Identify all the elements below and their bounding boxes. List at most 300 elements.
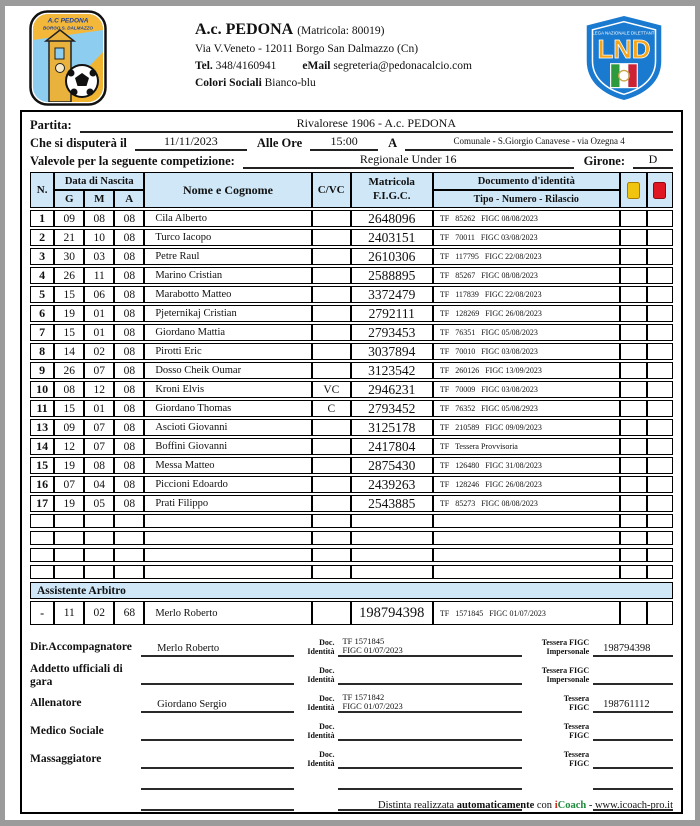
- player-red-cell: [647, 362, 673, 379]
- staff-name-line: [141, 809, 294, 811]
- doc-identity-label: Doc. Identità: [307, 694, 335, 712]
- col-header-red: [647, 172, 673, 208]
- player-document: TF 85262 FIGC 08/08/2023: [433, 210, 620, 227]
- staff-tessera-line: [593, 683, 673, 685]
- player-birth-month: 01: [84, 400, 114, 417]
- player-number: 13: [30, 419, 54, 436]
- player-red-cell: [647, 495, 673, 512]
- player-captain-flag: [312, 476, 351, 493]
- assistant-red-cell: [647, 601, 673, 625]
- player-matricola: 2417804: [351, 438, 433, 455]
- player-birth-month: 11: [84, 267, 114, 284]
- player-yellow-cell: [620, 438, 647, 455]
- player-row: [30, 457, 673, 474]
- player-document: TF 70010 FIGC 03/08/2023: [433, 343, 620, 360]
- col-header-g: G: [54, 190, 84, 208]
- player-birth-year: 08: [114, 229, 144, 246]
- player-birth-year: 08: [114, 210, 144, 227]
- girone-label: Girone:: [583, 154, 625, 168]
- player-number: 2: [30, 229, 54, 246]
- col-header-m: M: [84, 190, 114, 208]
- tessera-figc-label: Tessera FIGC: [563, 694, 590, 712]
- player-birth-day: 19: [54, 495, 84, 512]
- staff-name-value: Giordano Sergio: [157, 699, 227, 710]
- at-label: A: [388, 136, 398, 150]
- email-label: eMail: [302, 59, 331, 72]
- player-document: TF 117795 FIGC 22/08/2023: [433, 248, 620, 265]
- staff-row: [30, 630, 673, 657]
- player-row: [30, 210, 673, 227]
- player-captain-flag: [312, 229, 351, 246]
- player-birth-day: 26: [54, 267, 84, 284]
- player-name: Messa Matteo: [144, 457, 312, 474]
- player-birth-year: 08: [114, 400, 144, 417]
- tessera-figc-label: Tessera FIGC: [563, 722, 590, 740]
- club-matricola: (Matricola: 80019): [297, 25, 385, 37]
- player-matricola: 2793453: [351, 324, 433, 341]
- date-label: Che si disputerà il: [30, 136, 127, 150]
- staff-doc-value-line2: FIGC 01/07/2023: [342, 645, 403, 655]
- girone-value: D: [633, 152, 673, 169]
- doc-subheader-label: Tipo - Numero - Rilascio: [433, 190, 620, 208]
- staff-tessera-line: [593, 739, 673, 741]
- col-header-doc: [433, 172, 620, 208]
- player-captain-flag: [312, 343, 351, 360]
- staff-tessera-line: [593, 699, 673, 713]
- player-row: [30, 400, 673, 417]
- player-name: Marino Cristian: [144, 267, 312, 284]
- player-number: 7: [30, 324, 54, 341]
- player-document: TF 128246 FIGC 26/08/2023: [433, 476, 620, 493]
- doc-identity-label: Doc. Identità: [307, 638, 335, 656]
- assistant-birth-month: 02: [84, 601, 114, 625]
- player-birth-day: 15: [54, 286, 84, 303]
- player-row: [30, 305, 673, 322]
- player-birth-day: 08: [54, 381, 84, 398]
- staff-row: [30, 742, 673, 769]
- tessera-figc-label: Tessera FIGC Impersonale: [541, 666, 590, 684]
- staff-doc-value-line1: TF 1571842: [342, 692, 385, 702]
- staff-doc-line: [338, 693, 522, 713]
- doc-identity-label: Doc. Identità: [307, 722, 335, 740]
- player-captain-flag: [312, 495, 351, 512]
- player-row: [30, 419, 673, 436]
- player-name: Pjeternikaj Cristian: [144, 305, 312, 322]
- player-yellow-cell: [620, 229, 647, 246]
- player-captain-flag: C: [312, 400, 351, 417]
- player-name: Kroni Elvis: [144, 381, 312, 398]
- staff-doc-line: [338, 637, 522, 657]
- player-yellow-cell: [620, 286, 647, 303]
- matricola-header-line2: F.I.G.C.: [372, 190, 411, 202]
- player-birth-year: 08: [114, 419, 144, 436]
- player-matricola: 3123542: [351, 362, 433, 379]
- player-name: Ascioti Giovanni: [144, 419, 312, 436]
- player-yellow-cell: [620, 457, 647, 474]
- player-matricola: 2588895: [351, 267, 433, 284]
- assistant-referee-row: [30, 601, 673, 625]
- player-number: 15: [30, 457, 54, 474]
- col-header-a: A: [114, 190, 144, 208]
- lnd-arc-text: LEGA NAZIONALE DILETTANTI: [592, 30, 656, 36]
- player-captain-flag: [312, 248, 351, 265]
- player-document: TF 210589 FIGC 09/09/2023: [433, 419, 620, 436]
- player-name: Petre Raul: [144, 248, 312, 265]
- player-birth-day: 14: [54, 343, 84, 360]
- player-birth-day: 26: [54, 362, 84, 379]
- player-number: 16: [30, 476, 54, 493]
- player-birth-month: 06: [84, 286, 114, 303]
- footer-brand-rest: Coach: [557, 800, 587, 811]
- player-matricola: 2439263: [351, 476, 433, 493]
- player-yellow-cell: [620, 305, 647, 322]
- partita-line: [30, 116, 673, 133]
- col-header-name: Nome e Cognome: [144, 172, 312, 208]
- competition-line: [30, 152, 673, 169]
- italian-flag: [611, 64, 638, 88]
- player-matricola: 2403151: [351, 229, 433, 246]
- player-number: 3: [30, 248, 54, 265]
- time-value: 15:00: [310, 134, 378, 151]
- assistant-doc: TF 1571845 FIGC 01/07/2023: [433, 601, 620, 625]
- player-birth-day: 19: [54, 305, 84, 322]
- staff-tessera-line: [593, 643, 673, 657]
- player-document: TF 76351 FIGC 05/08/2023: [433, 324, 620, 341]
- player-yellow-cell: [620, 210, 647, 227]
- player-row: [30, 267, 673, 284]
- staff-doc-line: [338, 683, 522, 685]
- player-yellow-cell: [620, 419, 647, 436]
- player-document: TF 85267 FIGC 08/08/2023: [433, 267, 620, 284]
- badge-text-line1: A.C PEDONA: [47, 17, 89, 25]
- player-name: Pirotti Eric: [144, 343, 312, 360]
- player-name: Piccioni Edoardo: [144, 476, 312, 493]
- club-address: Via V.Veneto - 12011 Borgo San Dalmazzo (Cn): [195, 43, 419, 56]
- club-name: A.c. PEDONA: [195, 21, 294, 38]
- players-table: [30, 172, 673, 625]
- player-birth-month: 12: [84, 381, 114, 398]
- player-name: Giordano Mattia: [144, 324, 312, 341]
- date-value: 11/11/2023: [135, 134, 247, 151]
- player-birth-day: 09: [54, 210, 84, 227]
- player-row: [30, 229, 673, 246]
- assistant-referee-header: Assistente Arbitro: [30, 582, 673, 599]
- tel-label: Tel.: [195, 59, 213, 72]
- player-red-cell: [647, 343, 673, 360]
- staff-tessera-value: 198794398: [603, 643, 651, 654]
- player-red-cell: [647, 400, 673, 417]
- player-matricola: 3125178: [351, 419, 433, 436]
- player-birth-year: 08: [114, 267, 144, 284]
- player-yellow-cell: [620, 476, 647, 493]
- staff-row: [30, 658, 673, 688]
- player-yellow-cell: [620, 267, 647, 284]
- footer-middle: con: [534, 800, 555, 811]
- club-badge-logo: [29, 10, 107, 111]
- player-yellow-cell: [620, 362, 647, 379]
- player-yellow-cell: [620, 324, 647, 341]
- lnd-logo: [581, 12, 667, 109]
- assistant-birth-year: 68: [114, 601, 144, 625]
- player-matricola: 3372479: [351, 286, 433, 303]
- player-birth-day: 30: [54, 248, 84, 265]
- tel-value: 348/4160941: [215, 59, 277, 72]
- player-document: TF 76352 FIGC 05/08/2923: [433, 400, 620, 417]
- player-row: [30, 248, 673, 265]
- player-row: [30, 495, 673, 512]
- player-document: TF 128269 FIGC 26/08/2023: [433, 305, 620, 322]
- player-red-cell: [647, 210, 673, 227]
- staff-role-label: Dir.Accompagnatore: [30, 641, 132, 653]
- col-header-matricola: [351, 172, 433, 208]
- colori-value: Bianco-blu: [264, 76, 316, 89]
- player-birth-day: 21: [54, 229, 84, 246]
- player-document: TF Tessera Provvisoria: [433, 438, 620, 455]
- competition-value: Regionale Under 16: [243, 152, 574, 169]
- staff-doc-value-line1: TF 1571845: [342, 636, 385, 646]
- email-value: segreteria@pedonacalcio.com: [333, 59, 472, 72]
- player-red-cell: [647, 267, 673, 284]
- matricola-header-line1: Matricola: [368, 176, 415, 189]
- birth-header-label: Data di Nascita: [54, 172, 144, 190]
- empty-player-row: [30, 548, 673, 562]
- player-red-cell: [647, 476, 673, 493]
- staff-row: [30, 686, 673, 713]
- assistant-birth-day: 11: [54, 601, 84, 625]
- player-red-cell: [647, 419, 673, 436]
- footer-prefix: Distinta realizzata: [377, 800, 457, 811]
- colori-label: Colori Sociali: [195, 76, 262, 89]
- player-row: [30, 286, 673, 303]
- player-captain-flag: [312, 305, 351, 322]
- player-number: 11: [30, 400, 54, 417]
- player-number: 8: [30, 343, 54, 360]
- staff-tessera-value: 198761112: [603, 699, 650, 710]
- player-birth-year: 08: [114, 286, 144, 303]
- player-birth-month: 07: [84, 362, 114, 379]
- col-header-birth: [54, 172, 144, 208]
- staff-role-label: Medico Sociale: [30, 725, 104, 737]
- staff-name-value: Merlo Roberto: [157, 643, 220, 654]
- player-captain-flag: [312, 362, 351, 379]
- player-birth-month: 03: [84, 248, 114, 265]
- staff-doc-line: [338, 788, 522, 790]
- player-birth-month: 01: [84, 305, 114, 322]
- staff-role-label: Massaggiatore: [30, 753, 102, 765]
- staff-row: [30, 714, 673, 741]
- player-birth-year: 08: [114, 457, 144, 474]
- staff-name-line: [141, 643, 294, 657]
- player-birth-day: 15: [54, 400, 84, 417]
- player-birth-month: 02: [84, 343, 114, 360]
- player-name: Cila Alberto: [144, 210, 312, 227]
- player-row: [30, 438, 673, 455]
- player-matricola: 2875430: [351, 457, 433, 474]
- player-document: TF 70009 FIGC 03/08/2023: [433, 381, 620, 398]
- player-birth-day: 09: [54, 419, 84, 436]
- player-number: 5: [30, 286, 54, 303]
- player-red-cell: [647, 286, 673, 303]
- player-captain-flag: VC: [312, 381, 351, 398]
- empty-player-row: [30, 514, 673, 528]
- footer-url: - www.icoach-pro.it: [586, 800, 673, 811]
- player-number: 10: [30, 381, 54, 398]
- player-matricola: 2792111: [351, 305, 433, 322]
- assistant-matricola: 198794398: [351, 601, 433, 625]
- player-row: [30, 381, 673, 398]
- player-number: 17: [30, 495, 54, 512]
- doc-identity-label: Doc. Identità: [307, 666, 335, 684]
- staff-name-line: [141, 767, 294, 769]
- player-birth-day: 19: [54, 457, 84, 474]
- player-birth-month: 05: [84, 495, 114, 512]
- doc-identity-label: Doc. Identità: [307, 750, 335, 768]
- player-captain-flag: [312, 438, 351, 455]
- player-captain-flag: [312, 210, 351, 227]
- player-rows: [30, 210, 673, 512]
- player-birth-month: 04: [84, 476, 114, 493]
- player-captain-flag: [312, 267, 351, 284]
- player-row: [30, 476, 673, 493]
- player-birth-year: 08: [114, 343, 144, 360]
- player-name: Dosso Cheik Oumar: [144, 362, 312, 379]
- footer-brand-i: i: [554, 800, 558, 811]
- assistant-n: -: [30, 601, 54, 625]
- player-document: TF 126480 FIGC 31/08/2023: [433, 457, 620, 474]
- col-header-n: N.: [30, 172, 54, 208]
- player-birth-year: 08: [114, 381, 144, 398]
- document-page: [5, 6, 695, 820]
- player-birth-month: 07: [84, 438, 114, 455]
- player-captain-flag: [312, 457, 351, 474]
- player-yellow-cell: [620, 381, 647, 398]
- player-red-cell: [647, 305, 673, 322]
- player-name: Turco Iacopo: [144, 229, 312, 246]
- player-name: Giordano Thomas: [144, 400, 312, 417]
- player-birth-day: 12: [54, 438, 84, 455]
- footer-bold: automaticamente: [456, 800, 535, 811]
- staff-tessera-line: [593, 788, 673, 790]
- player-birth-year: 08: [114, 476, 144, 493]
- empty-player-row: [30, 565, 673, 579]
- player-birth-month: 08: [84, 210, 114, 227]
- lnd-text: LND: [597, 36, 651, 64]
- player-captain-flag: [312, 419, 351, 436]
- empty-player-row: [30, 531, 673, 545]
- player-red-cell: [647, 248, 673, 265]
- player-birth-year: 08: [114, 495, 144, 512]
- staff-doc-line: [338, 739, 522, 741]
- club-header: [5, 6, 695, 108]
- player-row: [30, 324, 673, 341]
- assistant-yellow-cell: [620, 601, 647, 625]
- player-matricola: 2610306: [351, 248, 433, 265]
- yellow-card-icon: [627, 182, 640, 199]
- player-birth-year: 08: [114, 305, 144, 322]
- player-birth-month: 07: [84, 419, 114, 436]
- red-card-icon: [653, 182, 666, 199]
- player-number: 6: [30, 305, 54, 322]
- staff-doc-value-line2: FIGC 01/07/2023: [342, 701, 403, 711]
- club-info: [195, 18, 472, 91]
- venue-value: Comunale - S.Giorgio Canavese - via Ozegna 4: [405, 134, 673, 151]
- player-red-cell: [647, 324, 673, 341]
- player-birth-year: 08: [114, 438, 144, 455]
- staff-role-label: Addetto ufficiali di gara: [30, 662, 123, 688]
- staff-tessera-line: [593, 767, 673, 769]
- staff-doc-line: [338, 767, 522, 769]
- player-yellow-cell: [620, 248, 647, 265]
- player-number: 14: [30, 438, 54, 455]
- staff-name-line: [141, 683, 294, 685]
- player-birth-day: 07: [54, 476, 84, 493]
- table-header: [30, 172, 673, 208]
- empty-rows: [30, 514, 673, 579]
- player-number: 1: [30, 210, 54, 227]
- player-captain-flag: [312, 324, 351, 341]
- col-header-cvc: C/VC: [312, 172, 351, 208]
- player-yellow-cell: [620, 400, 647, 417]
- player-number: 9: [30, 362, 54, 379]
- footer-credit: [378, 800, 673, 811]
- tessera-figc-label: Tessera FIGC: [563, 750, 590, 768]
- player-red-cell: [647, 229, 673, 246]
- player-matricola: 2648096: [351, 210, 433, 227]
- player-captain-flag: [312, 286, 351, 303]
- player-name: Boffini Giovanni: [144, 438, 312, 455]
- time-label: Alle Ore: [256, 136, 303, 150]
- partita-label: Partita:: [30, 118, 72, 132]
- badge-text-line2: BORGO S. DALMAZZO: [42, 25, 94, 31]
- player-birth-month: 01: [84, 324, 114, 341]
- player-row: [30, 362, 673, 379]
- player-matricola: 2946231: [351, 381, 433, 398]
- tessera-figc-label: Tessera FIGC Impersonale: [541, 638, 590, 656]
- staff-name-line: [141, 788, 294, 790]
- partita-value: Rivalorese 1906 - A.c. PEDONA: [80, 116, 673, 133]
- player-birth-year: 08: [114, 324, 144, 341]
- staff-rows: [30, 630, 673, 812]
- player-document: TF 70011 FIGC 03/08/2023: [433, 229, 620, 246]
- player-yellow-cell: [620, 343, 647, 360]
- player-red-cell: [647, 438, 673, 455]
- player-matricola: 2543885: [351, 495, 433, 512]
- player-document: TF 85273 FIGC 08/08/2023: [433, 495, 620, 512]
- competition-label: Valevole per la seguente competizione:: [30, 154, 235, 168]
- staff-row: [30, 770, 673, 790]
- player-matricola: 3037894: [351, 343, 433, 360]
- player-name: Prati Filippo: [144, 495, 312, 512]
- player-red-cell: [647, 381, 673, 398]
- assistant-cvc: [312, 601, 351, 625]
- player-red-cell: [647, 457, 673, 474]
- assistant-name: Merlo Roberto: [144, 601, 312, 625]
- player-yellow-cell: [620, 495, 647, 512]
- staff-role-label: Allenatore: [30, 697, 82, 709]
- player-birth-month: 10: [84, 229, 114, 246]
- doc-header-label: Documento d'identità: [433, 172, 620, 190]
- player-name: Marabotto Matteo: [144, 286, 312, 303]
- col-header-yellow: [620, 172, 647, 208]
- staff-name-line: [141, 699, 294, 713]
- player-birth-day: 15: [54, 324, 84, 341]
- player-document: TF 117839 FIGC 22/08/2023: [433, 286, 620, 303]
- player-matricola: 2793452: [351, 400, 433, 417]
- player-number: 4: [30, 267, 54, 284]
- player-birth-year: 08: [114, 362, 144, 379]
- player-birth-year: 08: [114, 248, 144, 265]
- match-form: [20, 110, 683, 814]
